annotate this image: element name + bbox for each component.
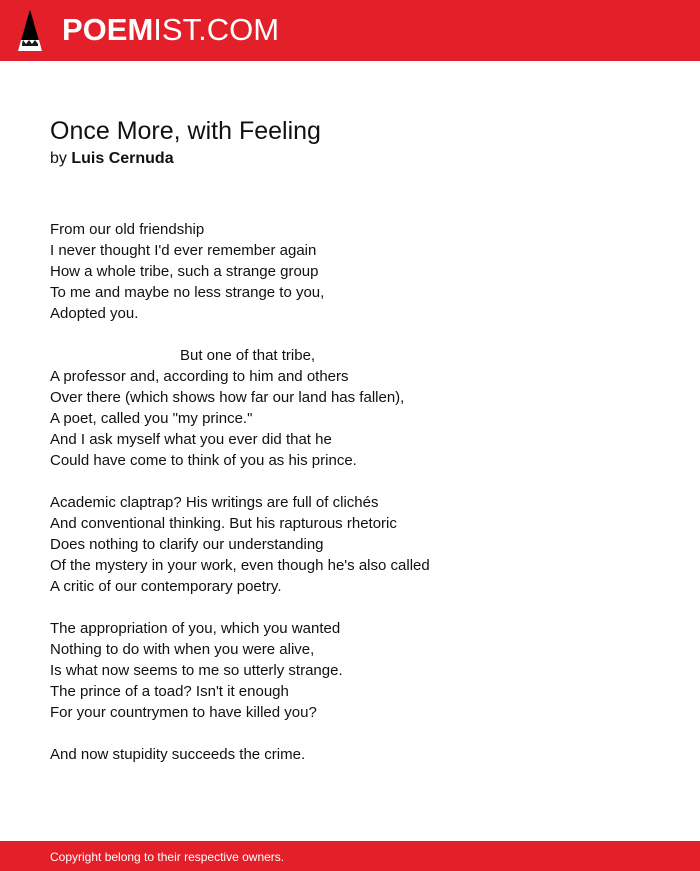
poem-line: The appropriation of you, which you wanted (50, 620, 341, 637)
poem-line: Of the mystery in your work, even though he's also called (50, 557, 430, 574)
poem-line: A professor and, according to him and others (50, 368, 349, 385)
poem-line: To me and maybe no less strange to you, (50, 284, 325, 301)
poem-line: Academic claptrap? His writings are full of clichés (50, 494, 379, 511)
poem-line: I never thought I'd ever remember again (50, 242, 317, 259)
poem-line: Could have come to think of you as his prince. (50, 452, 357, 469)
poem-line: A poet, called you "my prince." (50, 410, 253, 427)
logo-brand-light: IST.COM (153, 12, 280, 47)
site-logo[interactable] (62, 12, 279, 48)
poem-line: The prince of a toad? Isn't it enough (50, 683, 289, 700)
poem-stanza (50, 219, 670, 324)
poem-line: Is what now seems to me so utterly strange. (50, 662, 343, 679)
poem-line: And now stupidity succeeds the crime. (50, 746, 306, 763)
poem-stanza (50, 744, 670, 765)
poem-author: Luis Cernuda (71, 150, 174, 167)
poem-stanza (50, 345, 670, 471)
poem-body (50, 219, 670, 786)
poem-line: From our old friendship (50, 221, 205, 238)
logo-brand-bold: POEM (62, 12, 154, 47)
poem-line: How a whole tribe, such a strange group (50, 263, 319, 280)
site-header (0, 0, 700, 61)
poem-line: Nothing to do with when you were alive, (50, 641, 315, 658)
poem-stanza (50, 492, 670, 597)
poem-line: And I ask myself what you ever did that he (50, 431, 332, 448)
poem-title: Once More, with Feeling (50, 117, 321, 145)
poem-stanza (50, 618, 670, 723)
by-label: by (50, 150, 67, 167)
poem-line: But one of that tribe, (180, 347, 316, 364)
poem-line: A critic of our contemporary poetry. (50, 578, 282, 595)
poem-byline (50, 149, 174, 169)
site-footer (0, 841, 700, 871)
copyright-text: Copyright belong to their respective owners. (50, 850, 285, 864)
poem-line: And conventional thinking. But his rapturous rhetoric (50, 515, 397, 532)
poem-line: Adopted you. (50, 305, 139, 322)
poem-line: Does nothing to clarify our understanding (50, 536, 324, 553)
poem-line: Over there (which shows how far our land has fallen), (50, 389, 405, 406)
poem-line: For your countrymen to have killed you? (50, 704, 317, 721)
pencil-tip-icon[interactable] (18, 10, 42, 51)
